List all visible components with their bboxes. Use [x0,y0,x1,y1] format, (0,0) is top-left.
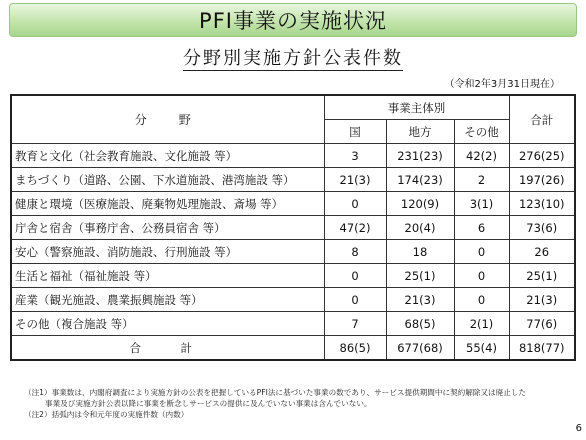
header-local: 地方 [386,120,454,144]
row-total: 276(25) [509,144,575,168]
row-national: 21(3) [324,168,386,192]
note-1-line-1: （注1）事業数は、内閣府調査により実施方針の公表を把握しているPFI法に基づいた事業の数であり、サービス提供期間中に契約解除又は廃止した [24,388,527,397]
table-row [11,192,575,216]
page-title: PFI事業の実施状況 [199,9,387,33]
row-local: 21(3) [386,288,454,312]
row-national: 7 [324,312,386,336]
row-category: 庁舎と宿舎（事務庁舎、公務員宿舎 等） [11,216,324,240]
header-other: その他 [454,120,509,144]
row-local: 231(23) [386,144,454,168]
header-total: 合計 [509,95,575,144]
row-category: まちづくり（道路、公園、下水道施設、港湾施設 等） [11,168,324,192]
row-total: 21(3) [509,288,575,312]
row-local: 18 [386,240,454,264]
totals-label: 合 計 [11,336,324,361]
row-total: 123(10) [509,192,575,216]
note-2: （注2）括弧内は令和元年度の実施件数（内数） [24,410,189,419]
totals-row [11,336,575,361]
row-national: 3 [324,144,386,168]
row-national: 8 [324,240,386,264]
row-national: 47(2) [324,216,386,240]
row-national: 0 [324,192,386,216]
row-category: 健康と環境（医療施設、廃棄物処理施設、斎場 等） [11,192,324,216]
table-row [11,216,575,240]
table-row [11,288,575,312]
table-row [11,312,575,336]
row-local: 174(23) [386,168,454,192]
row-category: 産業（観光施設、農業振興施設 等） [11,288,324,312]
totals-total: 818(77) [509,336,575,361]
header-field: 分 野 [11,95,324,144]
subtitle [0,44,586,70]
row-local: 20(4) [386,216,454,240]
row-national: 0 [324,264,386,288]
table-row [11,168,575,192]
row-other: 2(1) [454,312,509,336]
totals-other: 55(4) [454,336,509,361]
row-category: 安心（警察施設、消防施設、行刑施設 等） [11,240,324,264]
row-total: 77(6) [509,312,575,336]
row-other: 3(1) [454,192,509,216]
page-number: 6 [575,423,582,434]
row-local: 120(9) [386,192,454,216]
note-1-line-2: 事業及び実施方針公表以降に事業を断念しサービスの提供に及んでいない事業は含んでいない。 [45,399,372,408]
row-total: 197(26) [509,168,575,192]
row-other: 0 [454,240,509,264]
row-category: 生活と福祉（福祉施設 等） [11,264,324,288]
totals-local: 677(68) [386,336,454,361]
row-local: 25(1) [386,264,454,288]
row-other: 42(2) [454,144,509,168]
row-local: 68(5) [386,312,454,336]
pfi-table [10,94,576,361]
row-total: 73(6) [509,216,575,240]
table-row [11,240,575,264]
as-of-date: （令和2年3月31日現在） [444,79,560,90]
table-row [11,264,575,288]
row-category: 教育と文化（社会教育施設、文化施設 等） [11,144,324,168]
subtitle-text: 分野別実施方針公表件数 [183,48,403,69]
title-banner [9,3,577,37]
totals-national: 86(5) [324,336,386,361]
row-other: 6 [454,216,509,240]
header-national: 国 [324,120,386,144]
row-national: 0 [324,288,386,312]
row-category: その他（複合施設 等） [11,312,324,336]
row-other: 0 [454,264,509,288]
row-total: 25(1) [509,264,575,288]
row-other: 2 [454,168,509,192]
row-other: 0 [454,288,509,312]
header-group: 事業主体別 [324,95,509,120]
table-row [11,144,575,168]
row-total: 26 [509,240,575,264]
footnotes [24,387,564,420]
